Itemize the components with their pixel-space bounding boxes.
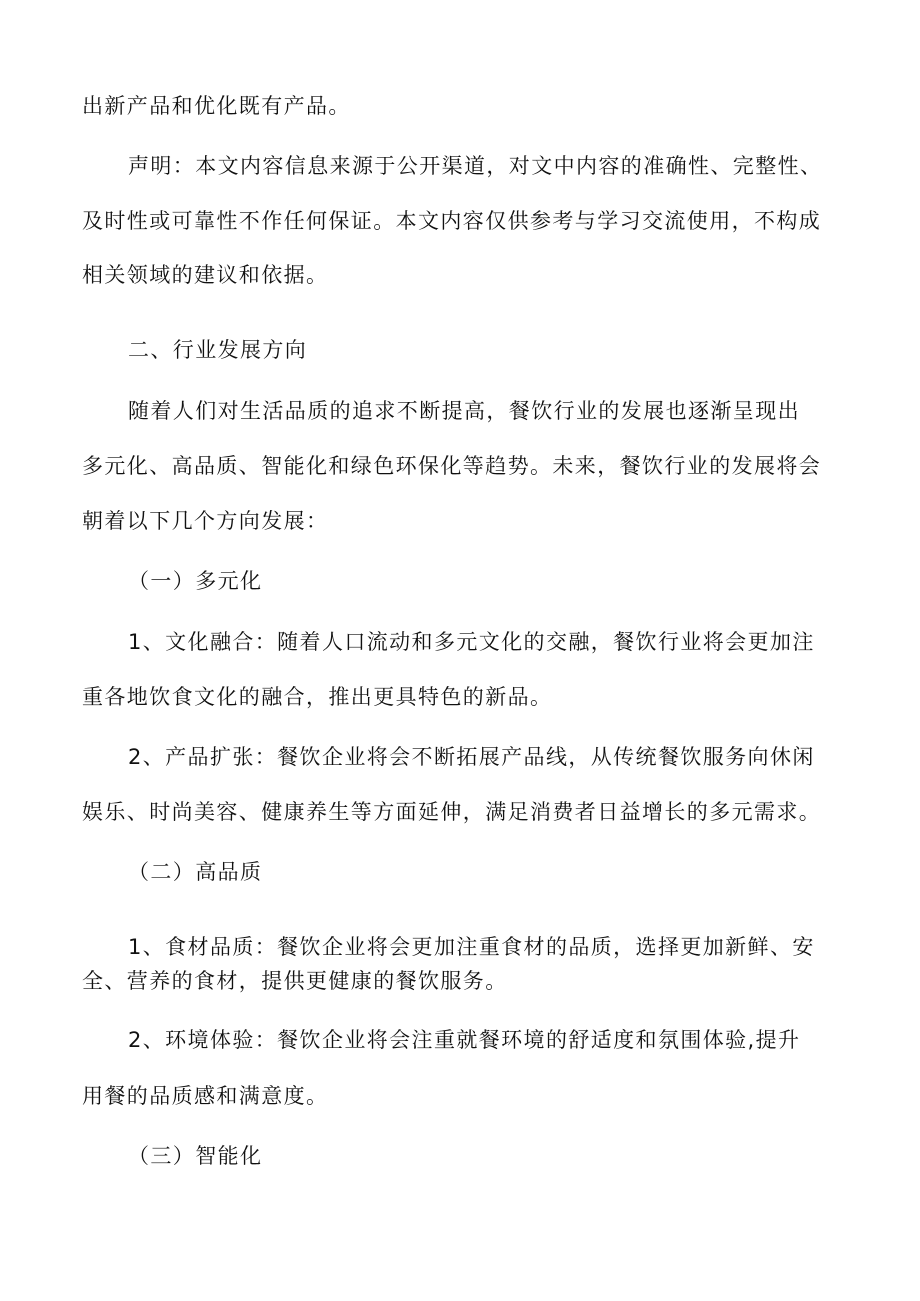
item-environment-line-2: 用餐的品质感和满意度。 bbox=[82, 1084, 329, 1108]
intro-line-1: 随着人们对生活品质的追求不断提高，餐饮行业的发展也逐渐呈现出 bbox=[128, 399, 800, 423]
subheading-diversification: （一）多元化 bbox=[128, 569, 263, 593]
item-cultural-fusion-line-2: 重各地饮食文化的融合，推出更具特色的新品。 bbox=[82, 685, 553, 709]
item-environment-line-1: 2、环境体验：餐饮企业将会注重就餐环境的舒适度和氛围体验,提升 bbox=[128, 1028, 801, 1052]
subheading-high-quality: （二）高品质 bbox=[128, 860, 263, 884]
intro-line-3: 朝着以下几个方向发展： bbox=[82, 509, 329, 533]
disclaimer-line-1: 声明：本文内容信息来源于公开渠道，对文中内容的准确性、完整性、 bbox=[128, 154, 823, 178]
item-ingredient-quality-line-2: 全、营养的食材，提供更健康的餐饮服务。 bbox=[82, 969, 508, 993]
item-product-expansion-line-2: 娱乐、时尚美容、健康养生等方面延伸，满足消费者日益增长的多元需求。 bbox=[82, 800, 822, 824]
disclaimer-line-2: 及时性或可靠性不作任何保证。本文内容仅供参考与学习交流使用，不构成 bbox=[82, 209, 822, 233]
disclaimer-line-3: 相关领域的建议和依据。 bbox=[82, 263, 329, 287]
paragraph-continuation-line: 出新产品和优化既有产品。 bbox=[82, 94, 351, 118]
section-heading: 二、行业发展方向 bbox=[128, 338, 308, 362]
item-ingredient-quality-line-1: 1、食材品质：餐饮企业将会更加注重食材的品质，选择更加新鲜、安 bbox=[128, 935, 815, 959]
item-cultural-fusion-line-1: 1、文化融合：随着人口流动和多元文化的交融，餐饮行业将会更加注 bbox=[128, 630, 815, 654]
subheading-intelligent: （三）智能化 bbox=[128, 1144, 263, 1168]
intro-line-2: 多元化、高品质、智能化和绿色环保化等趋势。未来，餐饮行业的发展将会 bbox=[82, 454, 822, 478]
item-product-expansion-line-1: 2、产品扩张：餐饮企业将会不断拓展产品线，从传统餐饮服务向休闲 bbox=[128, 745, 815, 769]
